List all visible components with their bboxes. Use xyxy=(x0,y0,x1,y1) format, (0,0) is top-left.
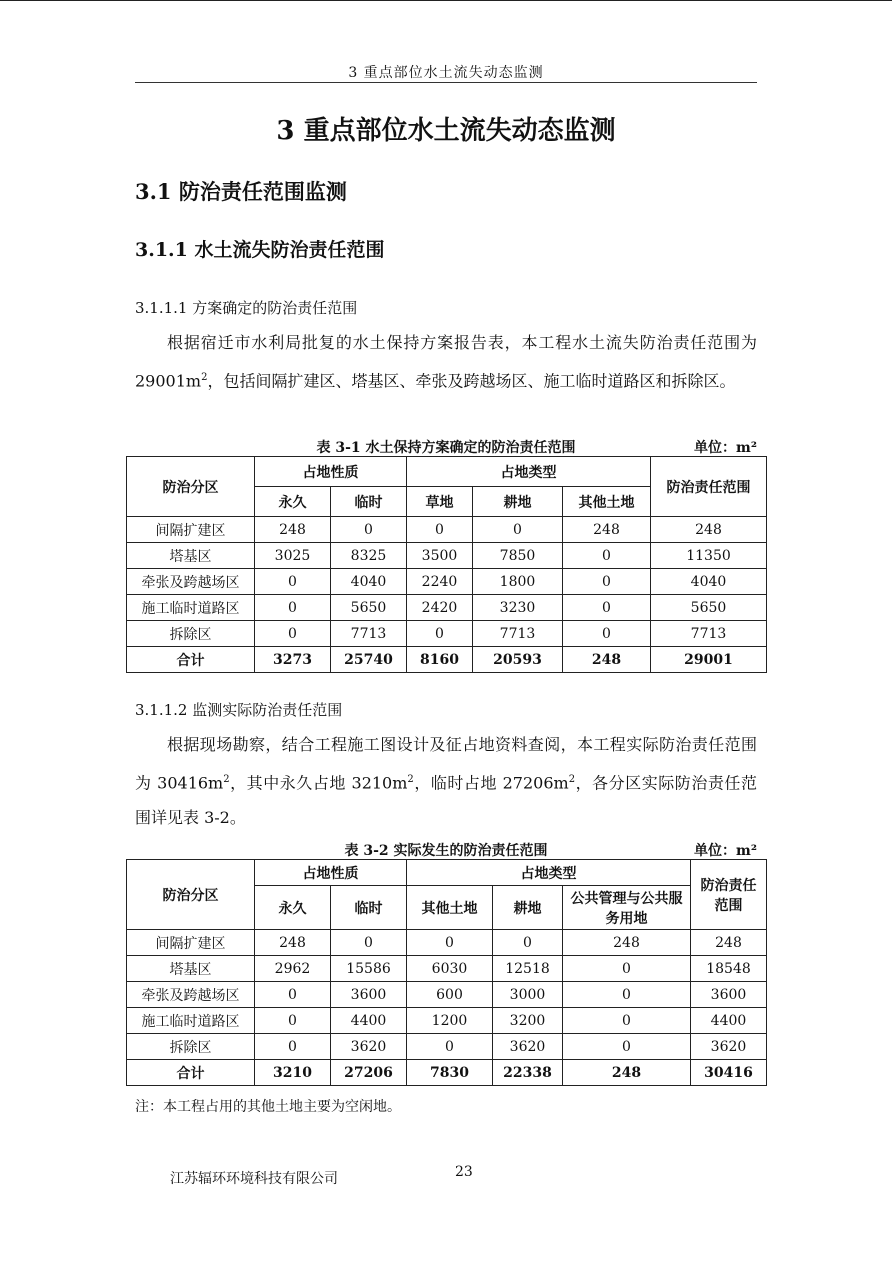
table2-caption-row xyxy=(135,840,757,860)
part1-paragraph xyxy=(135,325,757,398)
table-cell: 5650 xyxy=(331,595,407,621)
table2 xyxy=(126,859,767,1086)
table-cell: 0 xyxy=(255,1008,331,1034)
table-row xyxy=(127,1008,767,1034)
table-cell: 8160 xyxy=(407,647,473,673)
table-cell: 0 xyxy=(255,982,331,1008)
part2-paragraph xyxy=(135,727,757,835)
table-cell: 3600 xyxy=(691,982,767,1008)
footer-company: 江苏辐环环境科技有限公司 xyxy=(170,1171,338,1187)
table-cell: 塔基区 xyxy=(127,543,255,569)
table2-unit: 单位：m² xyxy=(694,843,757,859)
table-cell: 4040 xyxy=(331,569,407,595)
part2-sup2: 2 xyxy=(407,774,414,785)
table-cell: 7850 xyxy=(473,543,563,569)
table1-caption: 表 3-1 水土保持方案确定的防治责任范围 xyxy=(316,440,576,456)
page-top-border xyxy=(0,0,892,1)
table-cell: 3210 xyxy=(255,1060,331,1086)
table-cell: 3025 xyxy=(255,543,331,569)
table-cell: 20593 xyxy=(473,647,563,673)
table-note: 注：本工程占用的其他土地主要为空闲地。 xyxy=(135,1099,401,1115)
table-cell: 3600 xyxy=(331,982,407,1008)
table-cell: 施工临时道路区 xyxy=(127,595,255,621)
table-cell: 0 xyxy=(563,595,651,621)
table-cell: 4040 xyxy=(651,569,767,595)
table2-header-zone: 防治分区 xyxy=(127,860,255,930)
table-cell: 0 xyxy=(407,517,473,543)
table-cell: 248 xyxy=(691,930,767,956)
running-header: 3 重点部位水土流失动态监测 xyxy=(348,65,544,81)
table1-caption-row xyxy=(135,437,757,457)
table-cell: 3500 xyxy=(407,543,473,569)
table1 xyxy=(126,456,767,673)
table-total-row xyxy=(127,647,767,673)
table-cell: 0 xyxy=(563,982,691,1008)
table-cell: 0 xyxy=(331,930,407,956)
table-cell: 0 xyxy=(563,1034,691,1060)
section-heading: 3.1 防治责任范围监测 xyxy=(135,179,347,204)
table-cell: 7713 xyxy=(473,621,563,647)
table-cell: 2240 xyxy=(407,569,473,595)
table-cell: 0 xyxy=(255,595,331,621)
table-cell: 拆除区 xyxy=(127,1034,255,1060)
table-cell: 1800 xyxy=(473,569,563,595)
table-cell: 1200 xyxy=(407,1008,493,1034)
table-cell: 3620 xyxy=(493,1034,563,1060)
part2-text-b: ，其中永久占地 3210m xyxy=(229,773,408,793)
table-cell: 4400 xyxy=(691,1008,767,1034)
table1-header-permanent: 永久 xyxy=(255,487,331,517)
part1-text-a: 根据宿迁市水利局批复的水土保持方案报告表，本工程水土流失防治责任范围为 29001m xyxy=(135,333,757,391)
table-cell: 248 xyxy=(651,517,767,543)
table-cell: 30416 xyxy=(691,1060,767,1086)
table-cell: 0 xyxy=(473,517,563,543)
subsection-heading: 3.1.1 水土流失防治责任范围 xyxy=(135,239,385,261)
part2-text-d: ，各分区实际防治责任范围详见表 3-2。 xyxy=(135,773,757,828)
table-cell: 0 xyxy=(493,930,563,956)
table-cell: 0 xyxy=(255,621,331,647)
table-cell: 12518 xyxy=(493,956,563,982)
part1-sup: 2 xyxy=(201,372,208,383)
table1-header-other: 其他土地 xyxy=(563,487,651,517)
table-cell: 0 xyxy=(563,1008,691,1034)
table-cell: 248 xyxy=(255,930,331,956)
table-cell: 248 xyxy=(563,1060,691,1086)
table-cell: 248 xyxy=(563,647,651,673)
chapter-title: 3 重点部位水土流失动态监测 xyxy=(276,116,616,146)
page-number: 23 xyxy=(455,1164,473,1180)
table-row xyxy=(127,930,767,956)
table-cell: 0 xyxy=(331,517,407,543)
table-cell: 牵张及跨越场区 xyxy=(127,982,255,1008)
table2-header-public: 公共管理与公共服务用地 xyxy=(563,886,691,930)
table-cell: 施工临时道路区 xyxy=(127,1008,255,1034)
table-cell: 7713 xyxy=(651,621,767,647)
table-cell: 塔基区 xyxy=(127,956,255,982)
table2-header-temporary: 临时 xyxy=(331,886,407,930)
table-cell: 248 xyxy=(255,517,331,543)
table1-header-type: 占地类型 xyxy=(407,457,651,487)
table-row xyxy=(127,569,767,595)
table-cell: 间隔扩建区 xyxy=(127,930,255,956)
part1-text-b: ，包括间隔扩建区、塔基区、牵张及跨越场区、施工临时道路区和拆除区。 xyxy=(207,371,736,391)
table-row xyxy=(127,982,767,1008)
table-cell: 11350 xyxy=(651,543,767,569)
table-cell: 29001 xyxy=(651,647,767,673)
table-cell: 2962 xyxy=(255,956,331,982)
table-cell: 合计 xyxy=(127,1060,255,1086)
table2-header-nature: 占地性质 xyxy=(255,860,407,886)
part1-heading: 3.1.1.1 方案确定的防治责任范围 xyxy=(135,299,358,317)
table2-header-farm: 耕地 xyxy=(493,886,563,930)
table-cell: 7713 xyxy=(331,621,407,647)
table-cell: 3620 xyxy=(331,1034,407,1060)
table-cell: 15586 xyxy=(331,956,407,982)
table-cell: 18548 xyxy=(691,956,767,982)
table2-header-type: 占地类型 xyxy=(407,860,691,886)
table-cell: 6030 xyxy=(407,956,493,982)
table2-header-permanent: 永久 xyxy=(255,886,331,930)
part2-text-c: ，临时占地 27206m xyxy=(413,773,569,793)
table-row xyxy=(127,517,767,543)
table-cell: 0 xyxy=(563,621,651,647)
table-cell: 248 xyxy=(563,517,651,543)
table1-header-zone: 防治分区 xyxy=(127,457,255,517)
table-row xyxy=(127,1034,767,1060)
table-cell: 22338 xyxy=(493,1060,563,1086)
table-row xyxy=(127,543,767,569)
table-total-row xyxy=(127,1060,767,1086)
table-cell: 0 xyxy=(407,1034,493,1060)
table1-header-scope: 防治责任范围 xyxy=(651,457,767,517)
table-row xyxy=(127,595,767,621)
table-cell: 间隔扩建区 xyxy=(127,517,255,543)
part2-sup3: 2 xyxy=(568,774,576,785)
table1-header-nature: 占地性质 xyxy=(255,457,407,487)
table-cell: 3273 xyxy=(255,647,331,673)
table-cell: 25740 xyxy=(331,647,407,673)
part2-sup1: 2 xyxy=(223,774,230,785)
table-cell: 5650 xyxy=(651,595,767,621)
table-row xyxy=(127,956,767,982)
table-cell: 牵张及跨越场区 xyxy=(127,569,255,595)
table2-caption: 表 3-2 实际发生的防治责任范围 xyxy=(344,843,548,859)
table-cell: 合计 xyxy=(127,647,255,673)
table-cell: 0 xyxy=(563,543,651,569)
table-cell: 0 xyxy=(563,956,691,982)
table-cell: 2420 xyxy=(407,595,473,621)
table1-header-grass: 草地 xyxy=(407,487,473,517)
part2-text-a: 根据现场勘察，结合工程施工图设计及征占地资料查阅，本工程实际防治责任范围为 30416m xyxy=(135,735,757,793)
table-cell: 0 xyxy=(255,569,331,595)
table-cell: 4400 xyxy=(331,1008,407,1034)
table1-header-farm: 耕地 xyxy=(473,487,563,517)
table2-header-scope: 防治责任范围 xyxy=(691,860,767,930)
table-cell: 7830 xyxy=(407,1060,493,1086)
table-cell: 3000 xyxy=(493,982,563,1008)
table-cell: 3200 xyxy=(493,1008,563,1034)
part2-heading: 3.1.1.2 监测实际防治责任范围 xyxy=(135,701,343,719)
table-cell: 0 xyxy=(407,930,493,956)
table2-header-other: 其他土地 xyxy=(407,886,493,930)
table-cell: 3620 xyxy=(691,1034,767,1060)
table-cell: 拆除区 xyxy=(127,621,255,647)
table-cell: 0 xyxy=(407,621,473,647)
table-cell: 0 xyxy=(255,1034,331,1060)
table-cell: 248 xyxy=(563,930,691,956)
header-rule xyxy=(135,82,757,83)
table-cell: 0 xyxy=(563,569,651,595)
table-cell: 600 xyxy=(407,982,493,1008)
table-cell: 27206 xyxy=(331,1060,407,1086)
table1-unit: 单位：m² xyxy=(694,440,757,456)
table-cell: 8325 xyxy=(331,543,407,569)
table-row xyxy=(127,621,767,647)
table-cell: 3230 xyxy=(473,595,563,621)
table1-header-temporary: 临时 xyxy=(331,487,407,517)
